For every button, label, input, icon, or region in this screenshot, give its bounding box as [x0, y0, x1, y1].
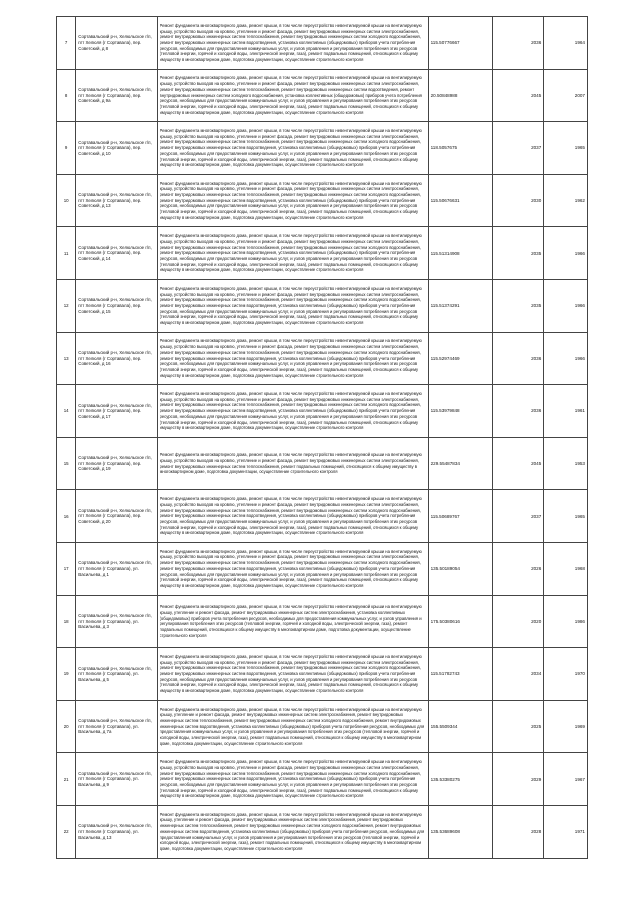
planned-year-cell: 2036	[492, 17, 544, 70]
build-year-cell: 1971	[544, 805, 588, 858]
row-number-cell: 15	[57, 437, 76, 490]
address-cell: Сортавальский р-н, Хелюльское г/п, пгт Хелюля (г Сортавала), ул. Васильева, д 3	[76, 595, 157, 648]
works-list-text: Ремонт фундамента многоквартирного дома, ремонт крыши, в том числе переустройство невентилируемой крыши на вентилируемую крышу, устройство выходов на кровлю, утепление и ремонт фасада, ремонт внутридомовых инженерных систем электроснабжения, ремонт внутридомовых инженерных систем теплоснабжения, ремонт внутридомовых инженерных систем холодного водоснабжения, ремонт внутридомовых инженерных систем водоотведения, установка коллективных (общедомовых) приборов учета потребления ресурсов, необходимых для предоставления коммунальных услуг, и узлов управления и регулирования потребления этих ресурсов (тепловой энергии, горячей и холодной воды, электрической энергии, газа), ремонт подвальных помещений, относящихся к общему имуществу в многоквартирном доме, подготовка документации, осуществление строительного контроля	[159, 180, 422, 220]
table-row	[57, 174, 588, 227]
address-cell: Сортавальский р-н, Хелюльское г/п, пгт Хелюля (г Сортавала), пер. Советский, д 17	[76, 385, 157, 438]
row-number-cell: 11	[57, 227, 76, 280]
row-number-cell: 19	[57, 648, 76, 701]
area-value-cell: 229.55487834	[428, 437, 492, 490]
area-value-cell: 115.50689767	[428, 490, 492, 543]
table-row	[57, 542, 588, 595]
planned-year-cell: 2045	[492, 437, 544, 490]
planned-year-cell: 2020	[492, 595, 544, 648]
row-number-cell: 22	[57, 805, 76, 858]
works-list-cell	[157, 542, 428, 595]
area-value-cell: 135.53380275	[428, 753, 492, 806]
build-year-cell: 2007	[544, 69, 588, 122]
build-year-cell: 1964	[544, 17, 588, 70]
table-row	[57, 279, 588, 332]
area-value-cell: 115.53979848	[428, 385, 492, 438]
planned-year-cell: 2030	[492, 174, 544, 227]
table-row	[57, 385, 588, 438]
works-list-cell	[157, 17, 428, 70]
planned-year-cell: 2029	[492, 753, 544, 806]
works-list-text: Ремонт фундамента многоквартирного дома, ремонт крыши, в том числе переустройство невентилируемой крыши на вентилируемую крышу, устройство выходов на кровлю, утепление и ремонт фасада, ремонт внутридомовых инженерных систем электроснабжения, ремонт внутридомовых инженерных систем теплоснабжения, ремонт внутридомовых инженерных систем холодного водоснабжения, ремонт внутридомовых инженерных систем водоотведения, установка коллективных (общедомовых) приборов учета потребления ресурсов, необходимых для предоставления коммунальных услуг, и узлов управления и регулирования потребления этих ресурсов (тепловой энергии, горячей и холодной воды, электрической энергии, газа), ремонт подвальных помещений, относящихся к общему имуществу в многоквартирном доме, подготовка документации, осуществление строительного контроля	[159, 496, 422, 536]
works-list-text: Ремонт фундамента многоквартирного дома, ремонт крыши, в том числе переустройство невентилируемой крыши на вентилируемую крышу, устройство выходов на кровлю, утепление и ремонт фасада, ремонт внутридомовых инженерных систем электроснабжения, ремонт внутридомовых инженерных систем теплоснабжения, ремонт подвальных помещений, относящихся к общему имуществу в многоквартирном доме, подготовка документации, осуществление строительного контроля	[159, 452, 422, 475]
planned-year-cell: 2026	[492, 542, 544, 595]
row-number-cell: 9	[57, 122, 76, 175]
build-year-cell: 1965	[544, 122, 588, 175]
works-list-text: Ремонт фундамента многоквартирного дома, ремонт крыши, в том числе переустройство невентилируемой крыши на вентилируемую крышу, устройство выходов на кровлю, утепление и ремонт фасада, ремонт внутридомовых инженерных систем электроснабжения, ремонт внутридомовых инженерных систем теплоснабжения, ремонт внутридомовых инженерных систем холодного водоснабжения, ремонт внутридомовых инженерных систем водоотведения, установка коллективных (общедомовых) приборов учета потребления ресурсов, необходимых для предоставления коммунальных услуг, и узлов управления и регулирования потребления этих ресурсов (тепловой энергии, горячей и холодной воды, электрической энергии, газа), ремонт подвальных помещений, относящихся к общему имуществу в многоквартирном доме, подготовка документации, осуществление строительного контроля	[159, 390, 422, 431]
address-cell: Сортавальский р-н, Хелюльское г/п, пгт Хелюля (г Сортавала), пер. Советский, д 9а	[76, 69, 157, 122]
planned-year-cell: 2036	[492, 332, 544, 385]
table-row	[57, 122, 588, 175]
works-list-cell	[157, 700, 428, 753]
build-year-cell: 1967	[544, 753, 588, 806]
planned-year-cell: 2036	[492, 385, 544, 438]
area-value-cell: 135.50189054	[428, 542, 492, 595]
build-year-cell: 1968	[544, 542, 588, 595]
build-year-cell: 1966	[544, 227, 588, 280]
row-number-cell: 10	[57, 174, 76, 227]
planned-year-cell: 2034	[492, 648, 544, 701]
address-cell: Сортавальский р-н, Хелюльское г/п, пгт Хелюля (г Сортавала), пер. Советский, д 15	[76, 279, 157, 332]
table-row	[57, 227, 588, 280]
row-number-cell: 7	[57, 17, 76, 70]
works-list-text: Ремонт фундамента многоквартирного дома, ремонт крыши, в том числе переустройство невентилируемой крыши на вентилируемую крышу, утепление и ремонт фасада, ремонт внутридомовых инженерных систем электроснабжения, ремонт внутридомовых инженерных систем теплоснабжения, ремонт внутридомовых инженерных систем холодного водоснабжения, ремонт внутридомовых инженерных систем водоотведения, установка коллективных (общедомовых) приборов учета потребления ресурсов, необходимых для предоставления коммунальных услуг, и узлов управления и регулирования потребления этих ресурсов (тепловой энергии, горячей и холодной воды, электрической энергии, газа), ремонт подвальных помещений, относящихся к общему имуществу в многоквартирном доме, подготовка документации, осуществление строительного контроля	[159, 811, 425, 851]
row-number-cell: 13	[57, 332, 76, 385]
works-list-cell	[157, 174, 428, 227]
register-table-body	[57, 17, 588, 859]
address-cell: Сортавальский р-н, Хелюльское г/п, пгт Хелюля (г Сортавала), ул. Васильева, д 9	[76, 753, 157, 806]
row-number-cell: 17	[57, 542, 76, 595]
row-number-cell: 18	[57, 595, 76, 648]
planned-year-cell: 2025	[492, 700, 544, 753]
works-list-text: Ремонт фундамента многоквартирного дома, ремонт крыши, в том числе переустройство невентилируемой крыши на вентилируемую крышу, утепление и ремонт фасада, ремонт внутридомовых инженерных систем электроснабжения, ремонт внутридомовых инженерных систем теплоснабжения, ремонт внутридомовых инженерных систем холодного водоснабжения, ремонт внутридомовых инженерных систем водоотведения, установка коллективных (общедомовых) приборов учета потребления ресурсов, необходимых для предоставления коммунальных услуг, и узлов управления и регулирования потребления этих ресурсов (тепловой энергии, горячей и холодной воды, электрической энергии, газа), ремонт подвальных помещений, относящихся к общему имуществу в многоквартирном доме, подготовка документации, осуществление строительного контроля	[159, 706, 425, 746]
works-list-text: Ремонт фундамента многоквартирного дома, ремонт крыши, в том числе переустройство невентилируемой крыши на вентилируемую крышу, устройство выходов на кровлю, утепление и ремонт фасада, ремонт внутридомовых инженерных систем электроснабжения, ремонт внутридомовых инженерных систем теплоснабжения, ремонт внутридомовых инженерных систем холодного водоснабжения, ремонт внутридомовых инженерных систем водоотведения, установка коллективных (общедомовых) приборов учета потребления ресурсов, необходимых для предоставления коммунальных услуг, и узлов управления и регулирования потребления этих ресурсов (тепловой энергии, горячей и холодной воды, электрической энергии, газа), ремонт подвальных помещений, относящихся к общему имуществу в многоквартирном доме, подготовка документации, осуществление строительного контроля	[159, 548, 422, 588]
build-year-cell: 1966	[544, 279, 588, 332]
address-cell: Сортавальский р-н, Хелюльское г/п, пгт Хелюля (г Сортавала), ул. Васильева, д 5	[76, 648, 157, 701]
row-number-cell: 14	[57, 385, 76, 438]
planned-year-cell: 2037	[492, 490, 544, 543]
table-row	[57, 753, 588, 806]
build-year-cell: 1969	[544, 700, 588, 753]
address-cell: Сортавальский р-н, Хелюльское г/п, пгт Хелюля (г Сортавала), пер. Советский, д 13	[76, 174, 157, 227]
build-year-cell: 1970	[544, 648, 588, 701]
works-list-cell	[157, 753, 428, 806]
works-list-text: Ремонт фундамента многоквартирного дома, ремонт крыши, в том числе переустройство невентилируемой крыши на вентилируемую крышу, устройство выходов на кровлю, утепление и ремонт фасада, ремонт внутридомовых инженерных систем электроснабжения, ремонт внутридомовых инженерных систем теплоснабжения, ремонт внутридомовых инженерных систем холодного водоснабжения, ремонт внутридомовых инженерных систем водоотведения, установка коллективных (общедомовых) приборов учета потребления ресурсов, необходимых для предоставления коммунальных услуг, и узлов управления и регулирования потребления этих ресурсов (тепловой энергии, горячей и холодной воды, электрической энергии, газа), ремонт подвальных помещений, относящихся к общему имуществу в многоквартирном доме, подготовка документации, осуществление строительного контроля	[159, 22, 422, 63]
area-value-cell: 135.53689608	[428, 805, 492, 858]
works-list-cell	[157, 332, 428, 385]
works-list-cell	[157, 595, 428, 648]
table-row	[57, 69, 588, 122]
table-row	[57, 332, 588, 385]
address-cell: Сортавальский р-н, Хелюльское г/п, пгт Хелюля (г Сортавала), пер. Советский, д 20	[76, 490, 157, 543]
works-list-text: Ремонт фундамента многоквартирного дома, ремонт крыши, в том числе переустройство невентилируемой крыши на вентилируемую крышу, устройство выходов на кровлю, утепление и ремонт фасада, ремонт внутридомовых инженерных систем электроснабжения, ремонт внутридомовых инженерных систем теплоснабжения, ремонт внутридомовых инженерных систем холодного водоснабжения, ремонт внутридомовых инженерных систем водоотведения, установка коллективных (общедомовых) приборов учета потребления ресурсов, необходимых для предоставления коммунальных услуг, и узлов управления и регулирования потребления этих ресурсов (тепловой энергии, горячей и холодной воды, электрической энергии, газа), ремонт подвальных помещений, относящихся к общему имуществу в многоквартирном доме, подготовка документации, осуществление строительного контроля	[159, 759, 422, 799]
works-list-cell	[157, 279, 428, 332]
planned-year-cell: 2037	[492, 122, 544, 175]
table-row	[57, 700, 588, 753]
row-number-cell: 12	[57, 279, 76, 332]
row-number-cell: 20	[57, 700, 76, 753]
address-cell: Сортавальский р-н, Хелюльское г/п, пгт Хелюля (г Сортавала), пер. Советский, д 14	[76, 227, 157, 280]
row-number-cell: 21	[57, 753, 76, 806]
area-value-cell: 155.5509344	[428, 700, 492, 753]
row-number-cell: 16	[57, 490, 76, 543]
area-value-cell: 118.5057675	[428, 122, 492, 175]
table-row	[57, 805, 588, 858]
address-cell: Сортавальский р-н, Хелюльское г/п, пгт Хелюля (г Сортавала), пер. Советский, д 10	[76, 122, 157, 175]
works-list-cell	[157, 385, 428, 438]
capital-repair-register-table	[56, 16, 588, 859]
works-list-cell	[157, 648, 428, 701]
works-list-cell	[157, 437, 428, 490]
works-list-text: Ремонт фундамента многоквартирного дома, ремонт крыши, в том числе переустройство невентилируемой крыши на вентилируемую крышу, устройство выходов на кровлю, утепление и ремонт фасада, ремонт внутридомовых инженерных систем электроснабжения, ремонт внутридомовых инженерных систем теплоснабжения, ремонт внутридомовых инженерных систем холодного водоснабжения, ремонт внутридомовых инженерных систем водоотведения, установка коллективных (общедомовых) приборов учета потребления ресурсов, необходимых для предоставления коммунальных услуг, и узлов управления и регулирования потребления этих ресурсов (тепловой энергии, горячей и холодной воды, электрической энергии, газа), ремонт подвальных помещений, относящихся к общему имуществу в многоквартирном доме, подготовка документации, осуществление строительного контроля	[159, 233, 422, 273]
table-row	[57, 648, 588, 701]
table-row	[57, 595, 588, 648]
area-value-cell: 115.52974469	[428, 332, 492, 385]
works-list-cell	[157, 69, 428, 122]
area-value-cell: 115.51782743	[428, 648, 492, 701]
works-list-text: Ремонт фундамента многоквартирного дома, ремонт крыши, в том числе переустройство невентилируемой крыши на вентилируемую крышу, устройство выходов на кровлю, утепление и ремонт фасада, ремонт внутридомовых инженерных систем электроснабжения, ремонт внутридомовых инженерных систем теплоснабжения, ремонт внутридомовых инженерных систем холодного водоснабжения, ремонт внутридомовых инженерных систем водоотведения, установка коллективных (общедомовых) приборов учета потребления ресурсов, необходимых для предоставления коммунальных услуг, и узлов управления и регулирования потребления этих ресурсов (тепловой энергии, горячей и холодной воды, электрической энергии, газа), ремонт подвальных помещений, относящихся к общему имуществу в многоквартирном доме, подготовка документации, осуществление строительного контроля	[159, 128, 422, 168]
build-year-cell: 1962	[544, 174, 588, 227]
area-value-cell: 115.51314908	[428, 227, 492, 280]
works-list-cell	[157, 805, 428, 858]
area-value-cell: 175.50380616	[428, 595, 492, 648]
works-list-cell	[157, 122, 428, 175]
area-value-cell: 115.50676631	[428, 174, 492, 227]
address-cell: Сортавальский р-н, Хелюльское г/п, пгт Хелюля (г Сортавала), ул. Васильева, д 13	[76, 805, 157, 858]
works-list-cell	[157, 490, 428, 543]
address-cell: Сортавальский р-н, Хелюльское г/п, пгт Хелюля (г Сортавала), ул. Васильева, д 1	[76, 542, 157, 595]
table-row	[57, 490, 588, 543]
area-value-cell: 115.51374291	[428, 279, 492, 332]
planned-year-cell: 2035	[492, 227, 544, 280]
area-value-cell: 20.50848988	[428, 69, 492, 122]
build-year-cell: 1965	[544, 490, 588, 543]
address-cell: Сортавальский р-н, Хелюльское г/п, пгт Хелюля (г Сортавала), пер. Советский, д 19	[76, 437, 157, 490]
planned-year-cell: 2028	[492, 805, 544, 858]
works-list-text: Ремонт фундамента многоквартирного дома, ремонт крыши, в том числе переустройство невентилируемой крыши на вентилируемую крышу, утепление и ремонт фасада, ремонт внутридомовых инженерных систем электроснабжения, установка коллективных (общедомовых) приборов учета потребления ресурсов, необходимых для предоставления коммунальных услуг, и узлов управления и регулирования потребления этих ресурсов (тепловой энергии, горячей и холодной воды, электрической энергии, газа), ремонт подвальных помещений, относящихся к общему имуществу в многоквартирном доме, подготовка документации, осуществление строительного контроля	[159, 604, 422, 638]
build-year-cell: 1953	[544, 437, 588, 490]
table-row	[57, 437, 588, 490]
build-year-cell: 1966	[544, 332, 588, 385]
works-list-text: Ремонт фундамента многоквартирного дома, ремонт крыши, в том числе переустройство невентилируемой крыши на вентилируемую крышу, устройство выходов на кровлю, утепление и ремонт фасада, ремонт внутридомовых инженерных систем электроснабжения, ремонт внутридомовых инженерных систем теплоснабжения, ремонт внутридомовых инженерных систем холодного водоснабжения, ремонт внутридомовых инженерных систем водоотведения, установка коллективных (общедомовых) приборов учета потребления ресурсов, необходимых для предоставления коммунальных услуг, и узлов управления и регулирования потребления этих ресурсов (тепловой энергии, горячей и холодной воды, электрической энергии, газа), ремонт подвальных помещений, относящихся к общему имуществу в многоквартирном доме, подготовка документации, осуществление строительного контроля	[159, 653, 422, 694]
address-cell: Сортавальский р-н, Хелюльское г/п, пгт Хелюля (г Сортавала), пер. Советский, д 16	[76, 332, 157, 385]
planned-year-cell: 2035	[492, 279, 544, 332]
build-year-cell: 1961	[544, 385, 588, 438]
table-row	[57, 17, 588, 70]
address-cell: Сортавальский р-н, Хелюльское г/п, пгт Хелюля (г Сортавала), пер. Советский, д 8	[76, 17, 157, 70]
area-value-cell: 115.50776667	[428, 17, 492, 70]
works-list-cell	[157, 227, 428, 280]
row-number-cell: 8	[57, 69, 76, 122]
works-list-text: Ремонт фундамента многоквартирного дома, ремонт крыши, в том числе переустройство невентилируемой крыши на вентилируемую крышу, устройство выходов на кровлю, утепление и ремонт фасада, ремонт внутридомовых инженерных систем электроснабжения, ремонт внутридомовых инженерных систем теплоснабжения, ремонт внутридомовых инженерных систем холодного водоснабжения, ремонт внутридомовых инженерных систем водоотведения, установка коллективных (общедомовых) приборов учета потребления ресурсов, необходимых для предоставления коммунальных услуг, и узлов управления и регулирования потребления этих ресурсов (тепловой энергии, горячей и холодной воды, электрической энергии, газа), ремонт подвальных помещений, относящихся к общему имуществу в многоквартирном доме, подготовка документации, осуществление строительного контроля	[159, 285, 422, 326]
address-cell: Сортавальский р-н, Хелюльское г/п, пгт Хелюля (г Сортавала), ул. Васильева, д 7а	[76, 700, 157, 753]
works-list-text: Ремонт фундамента многоквартирного дома, ремонт крыши, в том числе переустройство невентилируемой крыши на вентилируемую крышу, устройство выходов на кровлю, утепление и ремонт фасада, ремонт внутридомовых инженерных систем электроснабжения, ремонт внутридомовых инженерных систем теплоснабжения, ремонт внутридомовых инженерных систем холодного водоснабжения, ремонт внутридомовых инженерных систем водоотведения, установка коллективных (общедомовых) приборов учета потребления ресурсов, необходимых для предоставления коммунальных услуг, и узлов управления и регулирования потребления этих ресурсов (тепловой энергии, горячей и холодной воды, электрической энергии, газа), ремонт подвальных помещений, относящихся к общему имуществу в многоквартирном доме, подготовка документации, осуществление строительного контроля	[159, 338, 422, 378]
build-year-cell: 1986	[544, 595, 588, 648]
works-list-text: Ремонт фундамента многоквартирного дома, ремонт крыши, в том числе переустройство невентилируемой крыши на вентилируемую крышу, устройство выходов на кровлю, утепление и ремонт фасада, ремонт внутридомовых инженерных систем электроснабжения, ремонт внутридомовых инженерных систем теплоснабжения, ремонт внутридомовых инженерных систем водоотведения, ремонт внутридомовых инженерных систем холодного водоснабжения, установка коллективных (общедомовых) приборов учета потребления ресурсов, необходимых для предоставления коммунальных услуг, и узлов управления и регулирования потребления этих ресурсов (тепловой энергии, горячей и холодной воды, электрической энергии, газа), ремонт подвальных помещений, относящихся к общему имуществу в многоквартирном доме, подготовка документации, осуществление строительного контроля	[159, 75, 422, 115]
planned-year-cell: 2045	[492, 69, 544, 122]
